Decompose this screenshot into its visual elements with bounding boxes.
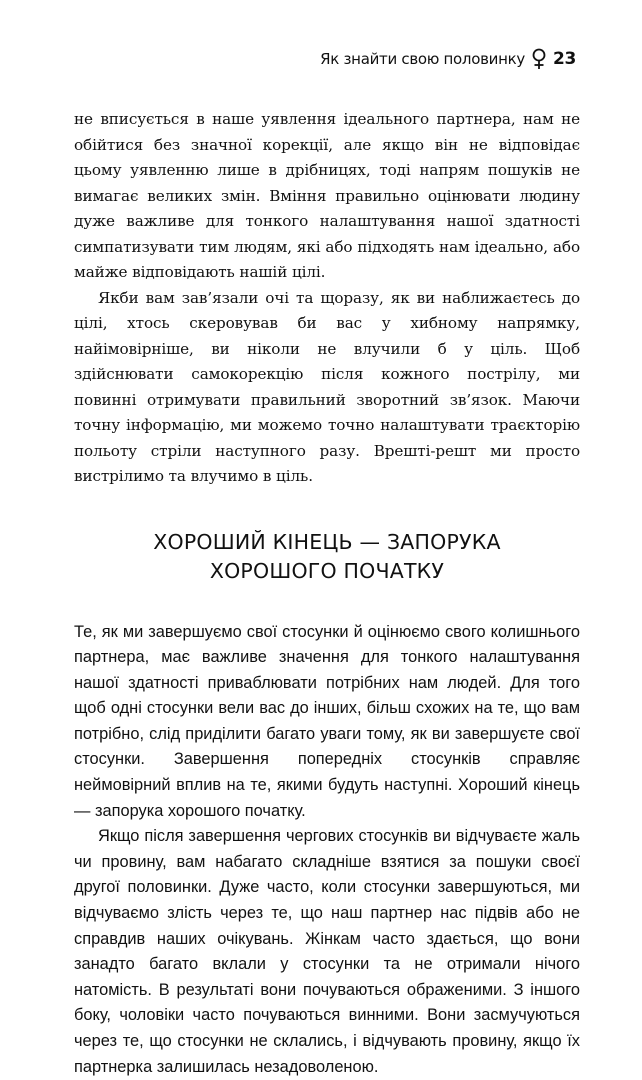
paragraph: Якби вам зав’язали очі та щоразу, як ви наближаєтесь до цілі, хтось скеровував би вас у хибному напрямку, найімовірніше, ви ніколи не влучили б у ціль. Щоб здійснювати самокорекцію після кожного пострілу, ми повинні отримувати правильний зворотний зв’язок. Маючи точну інформацію, ми можемо точно налаштувати траєкторію польоту стріли наступного разу. Врешті-решт ми просто вистрілимо та влучимо в ціль. <box>74 286 580 490</box>
section-heading-line-2: ХОРОШОГО ПОЧАТКУ <box>74 557 580 586</box>
top-text-block <box>74 107 580 490</box>
running-title: Як знайти свою половинку <box>320 49 525 69</box>
paragraph: Якщо після завершення чергових стосунків ви відчуваєте жаль чи провину, вам набагато складніше взятися за пошуки своєї другої половинки. Дуже часто, коли стосунки завершуються, ми відчуваємо злість через те, що наш партнер нас підвів або не справдив наших очікувань. Жінкам часто здається, що вони занадто багато вклали у стосунки та не отримали нічого натомість. В результаті вони почуваються ображеними. З іншого боку, чоловіки часто почуваються винними. Вони засмучуються через те, що стосунки не склались, і відчувають провину, якщо їх партнерка залишилась незадоволеною. <box>74 824 580 1080</box>
paragraph: не вписується в наше уявлення ідеального партнера, нам не обійтися без значної корекції, але якщо він не відповідає цьому уявленню лише в дрібницях, тоді напрям пошуків не вимагає великих змін. Вміння правильно оцінювати людину дуже важливе для тонкого налаштування нашої здатності симпатизувати тим людям, які або підходять нам ідеально, або майже відповідають нашій цілі. <box>74 107 580 286</box>
section-heading-line-1: ХОРОШИЙ КІНЕЦЬ — ЗАПОРУКА <box>74 528 580 557</box>
running-header <box>320 48 576 70</box>
section-heading <box>74 528 580 586</box>
page-body <box>74 107 580 1080</box>
paragraph: Те, як ми завершуємо свої стосунки й оцінюємо свого колишнього партнера, має важливе значення для тонкого налаштування нашої здатності приваблювати потрібних нам людей. Для того щоб одні стосунки вели вас до інших, більш схожих на те, що вам потрібно, слід приділити багато уваги тому, як ви завершуєте свої стосунки. Завершення попередніх стосунків справляє неймовірний вплив на те, якими будуть наступні. Хороший кінець — запорука хорошого початку. <box>74 620 580 825</box>
section-text-block <box>74 620 580 1080</box>
page-number: 23 <box>553 49 576 69</box>
female-symbol-icon <box>531 48 547 70</box>
